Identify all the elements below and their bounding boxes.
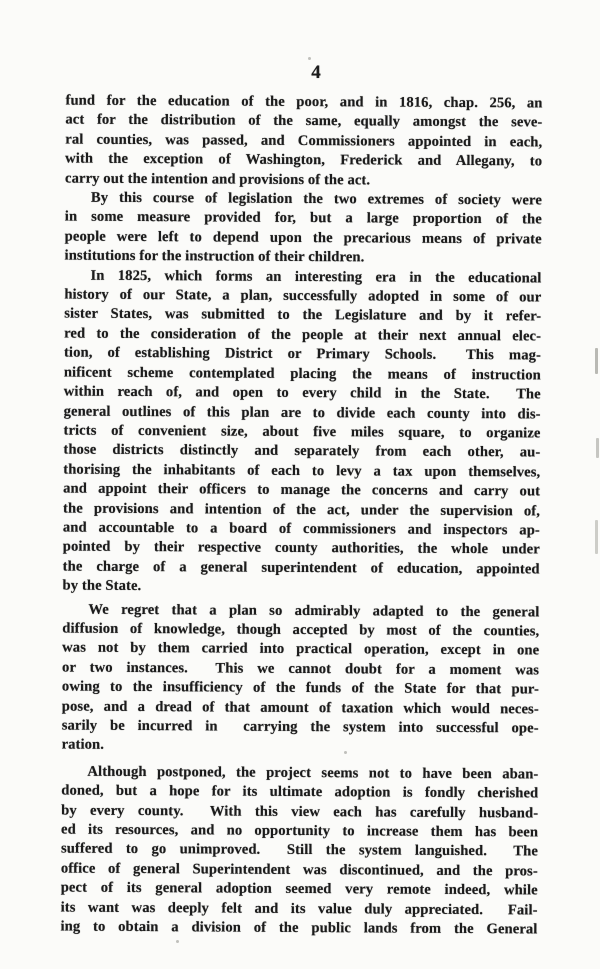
paragraph	[62, 600, 540, 758]
scan-artifact	[308, 57, 311, 60]
text-line: ration.	[61, 736, 105, 754]
text-line: nificent scheme contemplated placing the means of instruction	[63, 364, 541, 384]
text-line: and accountable to a board of commissioners and inspectors ap-	[62, 519, 540, 539]
text-line: carry out the intention and provisions of the act.	[65, 170, 371, 189]
text-line: was not by them carried into practical operation, except in one	[62, 639, 540, 659]
text-line: By this course of legislation the two extremes of society were	[90, 189, 542, 209]
text-line: We regret that a plan so admirably adapted to the general	[88, 601, 540, 621]
text-line: pose, and a dread of that amount of taxation which would neces-	[61, 698, 539, 718]
text-line: the charge of a general superintendent of education, appointed	[62, 558, 540, 578]
text-line: the provisions and intention of the act, under the supervision of,	[62, 500, 541, 519]
page-number: 4	[311, 62, 321, 83]
text-line: thorising the inhabitants of each to levy a tax upon themselves,	[63, 461, 541, 481]
scan-artifact	[595, 348, 598, 374]
text-line: history of our State, a plan, successfully adopted in some of our	[64, 286, 542, 306]
text-line: and appoint their officers to manage the concerns and carry out	[63, 480, 541, 500]
text-line: pect of its general adoption seemed very remote indeed, while	[60, 879, 538, 899]
text-line: or two instances. This we cannot doubt for a moment was	[62, 659, 540, 679]
text-line: fund for the education of the poor, and in 1816, chap. 256, an	[65, 92, 543, 112]
text-block	[60, 92, 542, 940]
scan-artifact	[596, 438, 599, 458]
text-line: ed its resources, and no opportunity to increase them has been	[61, 821, 539, 841]
text-line: people were left to depend upon the precarious means of private	[64, 228, 542, 248]
text-line: those districts distinctly and separately from each other, au-	[63, 441, 541, 461]
scan-artifact	[176, 940, 179, 943]
paragraph	[63, 266, 542, 599]
text-line: with the exception of Washington, Frederick and Allegany, to	[65, 150, 543, 170]
text-line: Although postponed, the project seems not to have been aban-	[87, 763, 539, 783]
text-line: In 1825, which forms an interesting era in the educational	[90, 267, 542, 287]
text-line: within reach of, and open to every child in the State. The	[63, 383, 541, 403]
text-line: in some measure provided for, but a large proportion of the	[64, 208, 542, 228]
text-line: by every county. With this view each has carefully husband-	[61, 802, 539, 822]
text-line: institutions for the instruction of their children.	[64, 247, 365, 266]
text-line: doned, but a hope for its ultimate adoption is fondly cherished	[61, 782, 539, 802]
paragraph	[60, 762, 538, 940]
scan-artifact	[344, 751, 347, 754]
text-line: general outlines of this plan are to divide each county into dis-	[63, 403, 541, 422]
text-line: office of general Superintendent was discontinued, and the pros-	[60, 860, 538, 880]
text-line: tion, of establishing District or Primary Schools. This mag-	[63, 344, 542, 364]
text-line: sarily be incurred in carrying the system into successful ope-	[61, 717, 539, 737]
text-line: act for the distribution of the same, equally amongst the seve-	[65, 111, 543, 131]
text-line: diffusion of knowledge, though accepted by most of the counties,	[62, 620, 540, 640]
paragraph	[65, 189, 542, 270]
text-line: pointed by their respective county authorities, the whole under	[62, 538, 540, 558]
text-line: its want was deeply felt and its value duly appreciated. Fail-	[60, 899, 538, 919]
text-line: ing to obtain a division of the public lands from the General	[60, 918, 538, 938]
paragraph	[65, 92, 543, 192]
text-line: owing to the insufficiency of the funds of the State for that pur-	[61, 678, 539, 698]
text-line: ral counties, was passed, and Commissioners appointed in each,	[65, 131, 543, 151]
text-line: suffered to go unimproved. Still the system languished. The	[60, 840, 538, 860]
text-line: red to the consideration of the people at their next annual elec-	[64, 325, 542, 345]
scan-artifact	[595, 520, 598, 554]
text-line: sister States, was submitted to the Legislature and by it refer-	[64, 306, 542, 325]
text-line: tricts of convenient size, about five miles square, to organize	[63, 422, 541, 442]
text-line: by the State.	[62, 577, 142, 595]
